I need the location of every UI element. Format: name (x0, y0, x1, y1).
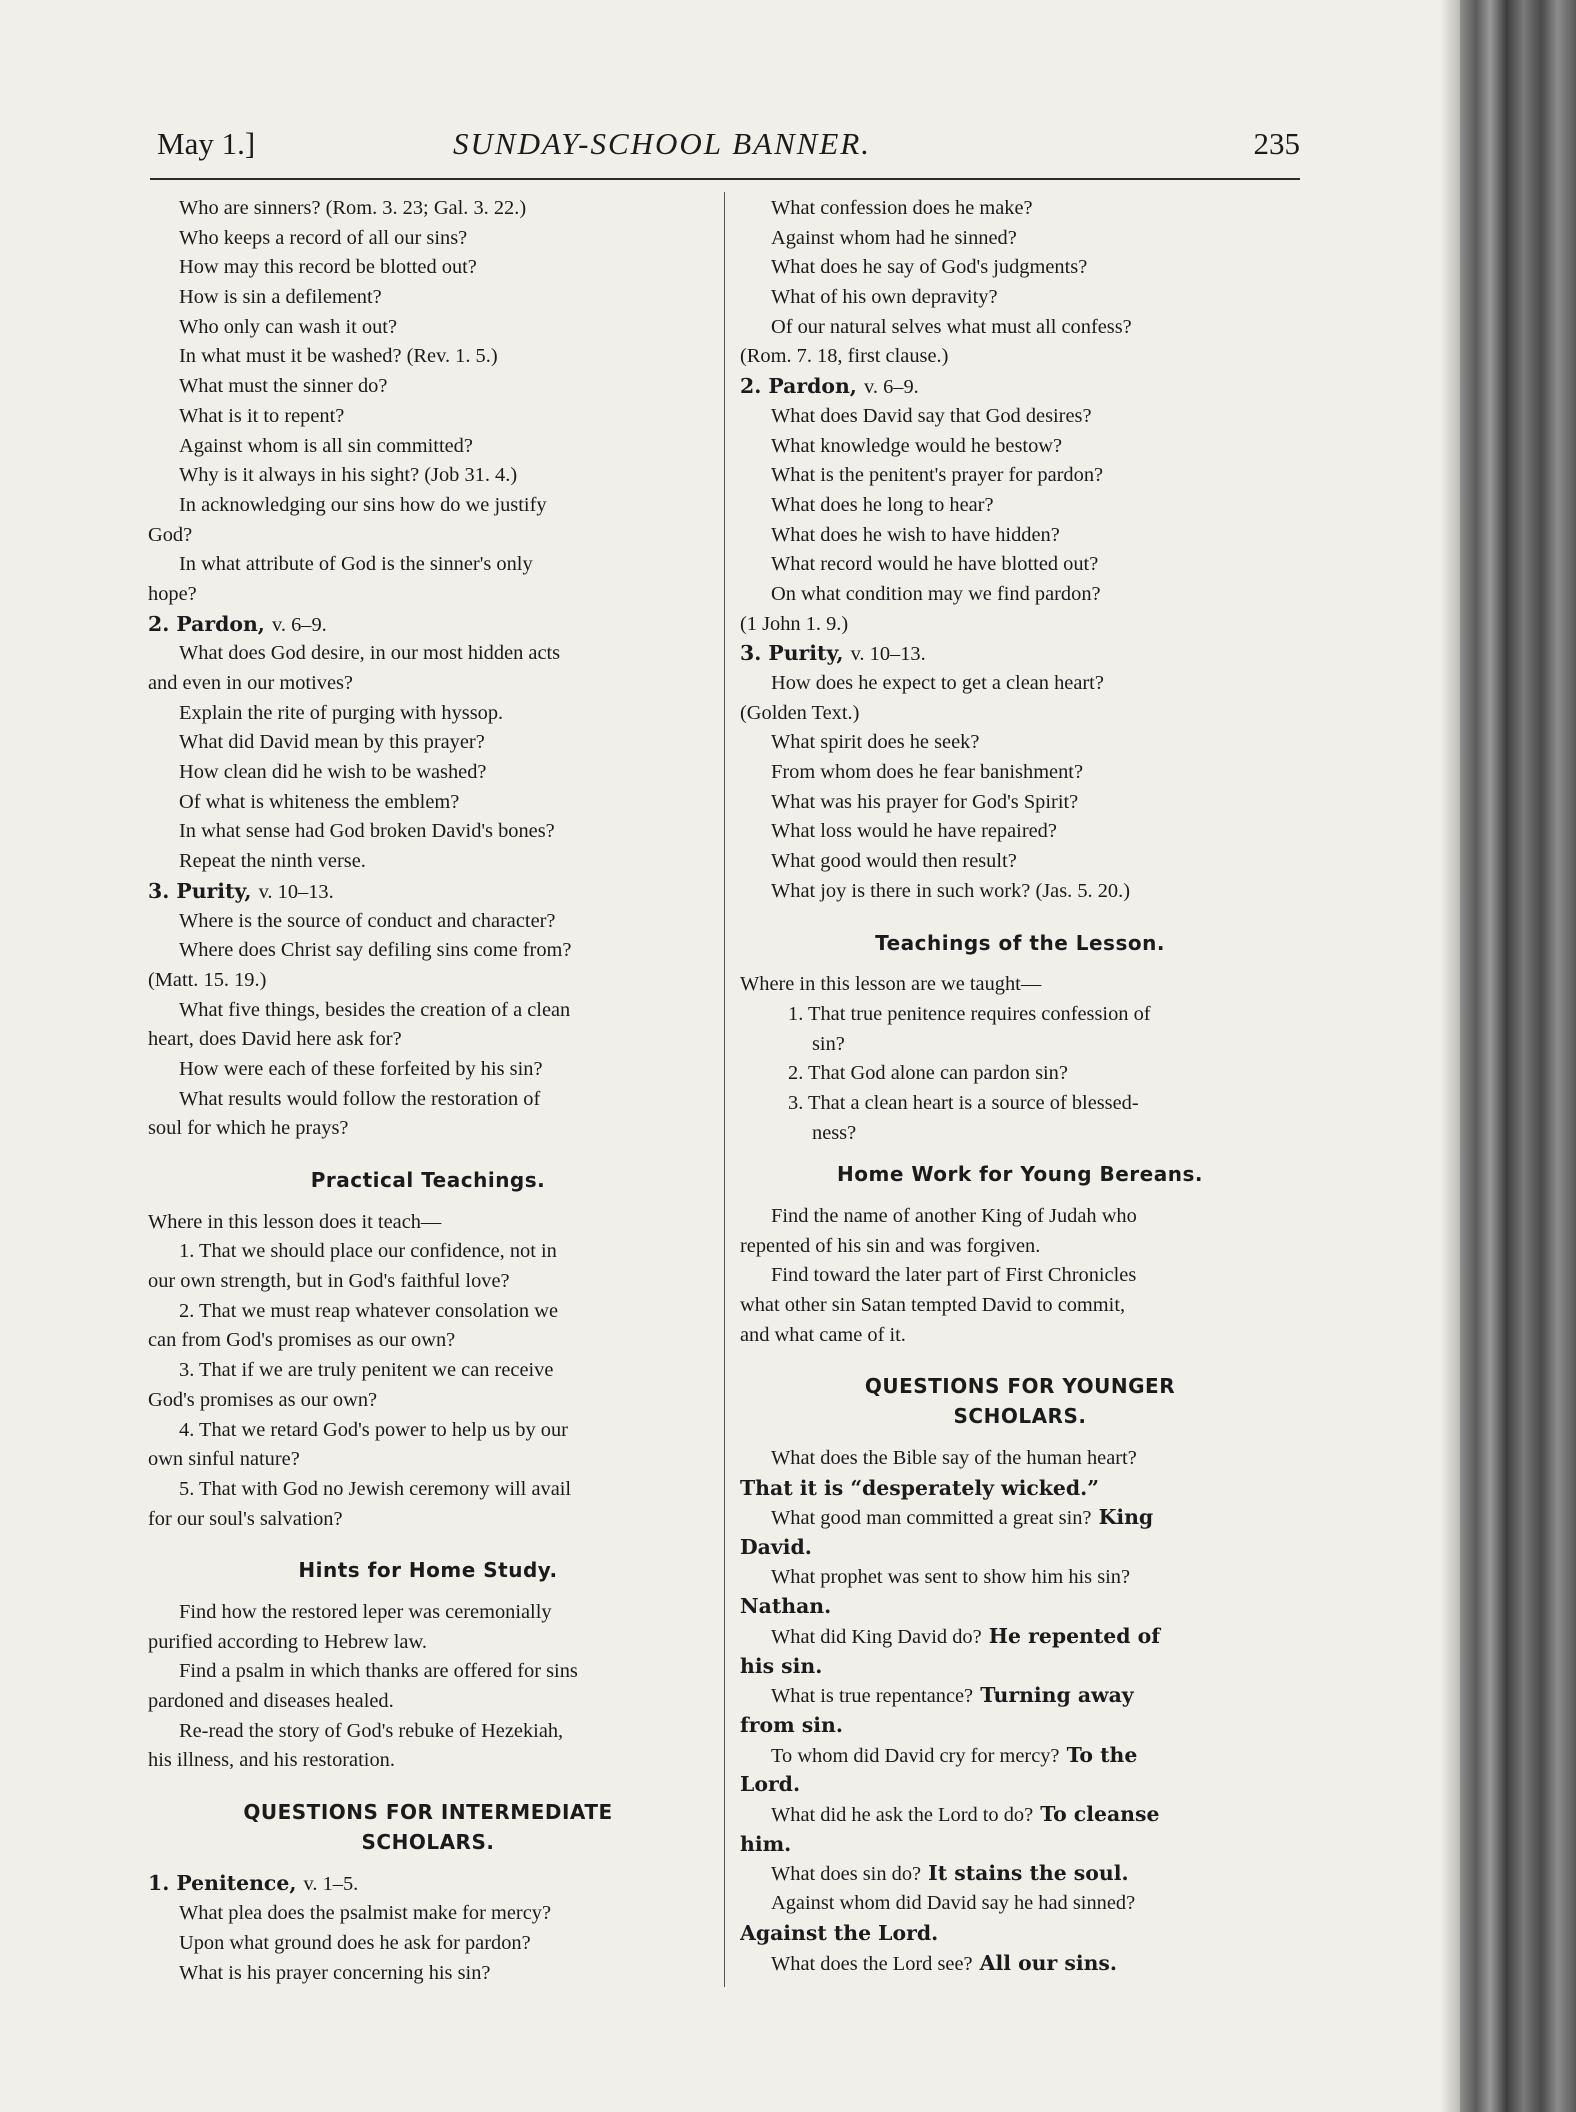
text-line: What is it to repent? (179, 404, 345, 427)
verse-ref: v. 6–9. (864, 376, 919, 399)
text-line: What did David mean by this prayer? (179, 731, 485, 754)
text-line: repented of his sin and was forgiven. (740, 1234, 1041, 1257)
answer-text: Lord. (740, 1772, 801, 1797)
text-line: Where does Christ say defiling sins come from? (179, 939, 572, 962)
text-line: What good would then result? (771, 850, 1017, 873)
qa-line (740, 1830, 1300, 1860)
page-number: 235 (1253, 126, 1300, 161)
qa-line (740, 1800, 1300, 1830)
qa-line (740, 1770, 1300, 1800)
qa-line (740, 1889, 1300, 1919)
text-line: what other sin Satan tempted David to commit, (740, 1294, 1126, 1317)
penitence-continued (740, 194, 1300, 372)
answer-text: It stains the soul. (921, 1861, 1129, 1886)
verse-ref: v. 1–5. (303, 1873, 359, 1896)
text-line: Find how the restored leper was ceremonially (179, 1600, 552, 1623)
verse-ref: v. 10–13. (258, 880, 334, 903)
text-line: What plea does the psalmist make for mercy? (179, 1902, 551, 1925)
section-label: 1. Penitence, (148, 1871, 297, 1896)
text-line: What loss would he have repaired? (771, 820, 1057, 843)
book-binding (1460, 0, 1576, 2112)
text-line: What is the penitent's prayer for pardon? (771, 464, 1104, 487)
text-line: How were each of these forfeited by his sin? (179, 1057, 543, 1080)
text-line: Explain the rite of purging with hyssop. (179, 701, 504, 724)
answer-text: To cleanse (1033, 1802, 1160, 1827)
qa-line (740, 1503, 1300, 1533)
teaching-item: sin? (812, 1032, 845, 1055)
answer-text: from sin. (740, 1713, 843, 1737)
text-line: Who keeps a record of all our sins? (179, 226, 468, 249)
practical-items (148, 1237, 708, 1534)
text-line: What joy is there in such work? (Jas. 5. 20.) (771, 879, 1131, 902)
text-line: What does he long to hear? (771, 493, 994, 516)
text-line: In what must it be washed? (Rev. 1. 5.) (179, 345, 498, 368)
text-line: On what condition may we find pardon? (771, 582, 1101, 605)
qa-line (740, 1563, 1300, 1593)
text-line: What of his own depravity? (771, 286, 998, 309)
text-line: 1. That we should place our confidence, not in (179, 1240, 557, 1263)
purity-questions (148, 907, 708, 1145)
purity-heading-right (740, 639, 1300, 669)
answer-text: All our sins. (972, 1950, 1117, 1975)
answer-text: King (1091, 1505, 1154, 1530)
answer-text: He repented of (981, 1623, 1161, 1648)
pardon-questions (148, 639, 708, 877)
verse-ref: v. 10–13. (850, 643, 926, 666)
text-line: 4. That we retard God's power to help us by our (179, 1418, 568, 1441)
answer-text: him. (740, 1831, 792, 1856)
section-label: 3. Purity, (148, 878, 252, 903)
intermediate-heading-2: SCHOLARS. (361, 1829, 495, 1854)
text-line: Find a psalm in which thanks are offered for sins (179, 1660, 578, 1683)
teaching-item: 2. That God alone can pardon sin? (788, 1062, 1068, 1085)
question-text: What prophet was sent to show him his sin? (771, 1565, 1131, 1588)
text-line: (Rom. 7. 18, first clause.) (740, 345, 949, 368)
teaching-item: 1. That true penitence requires confession of (788, 1002, 1151, 1025)
text-line: purified according to Hebrew law. (148, 1630, 427, 1653)
homework-items (740, 1202, 1300, 1350)
text-line: soul for which he prays? (148, 1117, 349, 1140)
text-line: Repeat the ninth verse. (179, 850, 366, 873)
answer-text: his sin. (740, 1653, 823, 1678)
text-line: and even in our motives? (148, 672, 353, 694)
section-label: 2. Pardon, (148, 611, 265, 636)
answer-text: That it is “desperately wicked.” (740, 1475, 1099, 1500)
question-text: What does the Lord see? (771, 1952, 973, 1975)
text-line: In what attribute of God is the sinner's only (179, 553, 533, 576)
penitence-heading (148, 1869, 708, 1899)
text-line: hope? (148, 582, 197, 605)
purity-heading (148, 877, 708, 907)
column-divider (724, 192, 725, 1987)
text-line: (1 John 1. 9.) (740, 612, 849, 635)
qa-line (740, 1741, 1300, 1771)
text-line: What does he wish to have hidden? (771, 523, 1060, 546)
text-line: heart, does David here ask for? (148, 1028, 402, 1051)
text-line: God's promises as our own? (148, 1388, 378, 1411)
younger-heading-2: SCHOLARS. (953, 1404, 1087, 1429)
qa-line (740, 1652, 1300, 1682)
practical-intro: Where in this lesson does it teach— (148, 1210, 442, 1233)
qa-line (740, 1592, 1300, 1622)
pardon-heading (148, 610, 708, 640)
right-column (740, 194, 1300, 1978)
text-line: and what came of it. (740, 1323, 906, 1346)
qa-line (740, 1474, 1300, 1504)
text-line: own sinful nature? (148, 1448, 300, 1471)
qa-line (740, 1919, 1300, 1949)
text-line: What spirit does he seek? (771, 731, 980, 754)
text-line: Where is the source of conduct and character? (179, 909, 556, 932)
question-text: What good man committed a great sin? (771, 1507, 1092, 1530)
text-line: Re-read the story of God's rebuke of Hezekiah, (179, 1719, 564, 1742)
left-column (148, 194, 708, 1988)
text-line: pardoned and diseases healed. (148, 1690, 394, 1712)
page-gutter-shadow (1440, 0, 1462, 2112)
text-line: Against whom is all sin committed? (179, 434, 473, 457)
text-line: How may this record be blotted out? (179, 256, 477, 279)
qa-line (740, 1681, 1300, 1711)
qa-line (740, 1622, 1300, 1652)
text-line: Of our natural selves what must all confess? (771, 315, 1132, 338)
text-line: How does he expect to get a clean heart? (771, 672, 1104, 694)
question-text: Against whom did David say he had sinned? (771, 1892, 1136, 1915)
text-line: God? (148, 523, 193, 546)
qa-line (740, 1949, 1300, 1979)
teaching-item: ness? (812, 1121, 857, 1144)
text-line: What knowledge would he bestow? (771, 434, 1063, 457)
text-line: 5. That with God no Jewish ceremony will avail (179, 1477, 572, 1500)
text-line: How is sin a defilement? (179, 286, 382, 309)
text-line: How clean did he wish to be washed? (179, 761, 487, 784)
answer-text: David. (740, 1534, 812, 1559)
qa-line (740, 1859, 1300, 1889)
text-line: Why is it always in his sight? (Job 31. 4.) (179, 464, 518, 487)
intro-questions (148, 194, 708, 610)
qa-line (740, 1533, 1300, 1563)
text-line: What five things, besides the creation of a clean (179, 998, 571, 1021)
header-rule (150, 178, 1300, 180)
younger-heading: QUESTIONS FOR YOUNGER (864, 1374, 1176, 1399)
qa-line (740, 1711, 1300, 1741)
purity-questions-right (740, 669, 1300, 907)
hints-heading: Hints for Home Study. (298, 1558, 558, 1583)
section-label: 3. Purity, (740, 641, 844, 666)
text-line: What must the sinner do? (179, 375, 388, 398)
practical-teachings-heading: Practical Teachings. (310, 1168, 546, 1192)
text-line: for our soul's salvation? (148, 1507, 343, 1530)
header-title: SUNDAY-SCHOOL BANNER. (453, 126, 872, 161)
pardon-heading-right (740, 372, 1300, 402)
text-line: What does God desire, in our most hidden acts (179, 642, 561, 665)
text-line: What results would follow the restoration of (179, 1087, 541, 1110)
text-line: In acknowledging our sins how do we justify (179, 493, 547, 516)
text-line: (Golden Text.) (740, 701, 860, 724)
text-line: Of what is whiteness the emblem? (179, 790, 460, 813)
answer-text: To the (1059, 1742, 1138, 1767)
question-text: What did King David do? (771, 1625, 982, 1648)
question-text: What is true repentance? (771, 1685, 974, 1708)
qa-line (740, 1444, 1300, 1474)
text-line: What confession does he make? (771, 197, 1033, 219)
pardon-questions-right (740, 402, 1300, 640)
intermediate-heading: QUESTIONS FOR INTERMEDIATE (243, 1800, 613, 1825)
hints-items (148, 1598, 708, 1776)
text-line: From whom does he fear banishment? (771, 761, 1084, 784)
homework-heading: Home Work for Young Bereans. (837, 1162, 1203, 1187)
answer-text: Against the Lord. (740, 1920, 939, 1945)
text-line: What does he say of God's judgments? (771, 256, 1088, 279)
younger-qa (740, 1444, 1300, 1978)
verse-ref: v. 6–9. (272, 613, 327, 636)
text-line: What record would he have blotted out? (771, 553, 1099, 576)
text-line: can from God's promises as our own? (148, 1329, 456, 1352)
answer-text: Nathan. (740, 1594, 832, 1619)
teaching-item: 3. That a clean heart is a source of blessed- (788, 1091, 1139, 1114)
teachings-items (740, 1000, 1300, 1148)
teachings-intro: Where in this lesson are we taught— (740, 973, 1042, 996)
text-line: Find toward the later part of First Chronicles (771, 1264, 1137, 1287)
text-line: 3. That if we are truly penitent we can receive (179, 1359, 554, 1382)
text-line: 2. That we must reap whatever consolation we (179, 1299, 558, 1322)
text-line: (Matt. 15. 19.) (148, 968, 267, 991)
answer-text: Turning away (973, 1683, 1134, 1708)
header-date: May 1.] (157, 126, 256, 161)
text-line: What is his prayer concerning his sin? (179, 1961, 491, 1984)
text-line: Who only can wash it out? (179, 315, 398, 338)
text-line: his illness, and his restoration. (148, 1749, 395, 1772)
text-line: Find the name of another King of Judah who (771, 1205, 1137, 1227)
text-line: What was his prayer for God's Spirit? (771, 790, 1079, 813)
text-line: What does David say that God desires? (771, 404, 1092, 427)
text-line: Upon what ground does he ask for pardon? (179, 1931, 531, 1954)
text-line: Against whom had he sinned? (771, 226, 1017, 249)
question-text: To whom did David cry for mercy? (771, 1744, 1060, 1767)
running-header (155, 120, 1300, 176)
text-line: In what sense had God broken David's bones? (179, 820, 555, 843)
question-text: What does sin do? (771, 1863, 922, 1886)
question-text: What does the Bible say of the human heart? (771, 1446, 1137, 1469)
penitence-questions (148, 1899, 708, 1988)
teachings-heading: Teachings of the Lesson. (875, 930, 1165, 955)
question-text: What did he ask the Lord to do? (771, 1804, 1034, 1827)
text-line: our own strength, but in God's faithful love? (148, 1270, 510, 1293)
text-line: Who are sinners? (Rom. 3. 23; Gal. 3. 22.) (179, 197, 527, 219)
section-label: 2. Pardon, (740, 374, 857, 399)
